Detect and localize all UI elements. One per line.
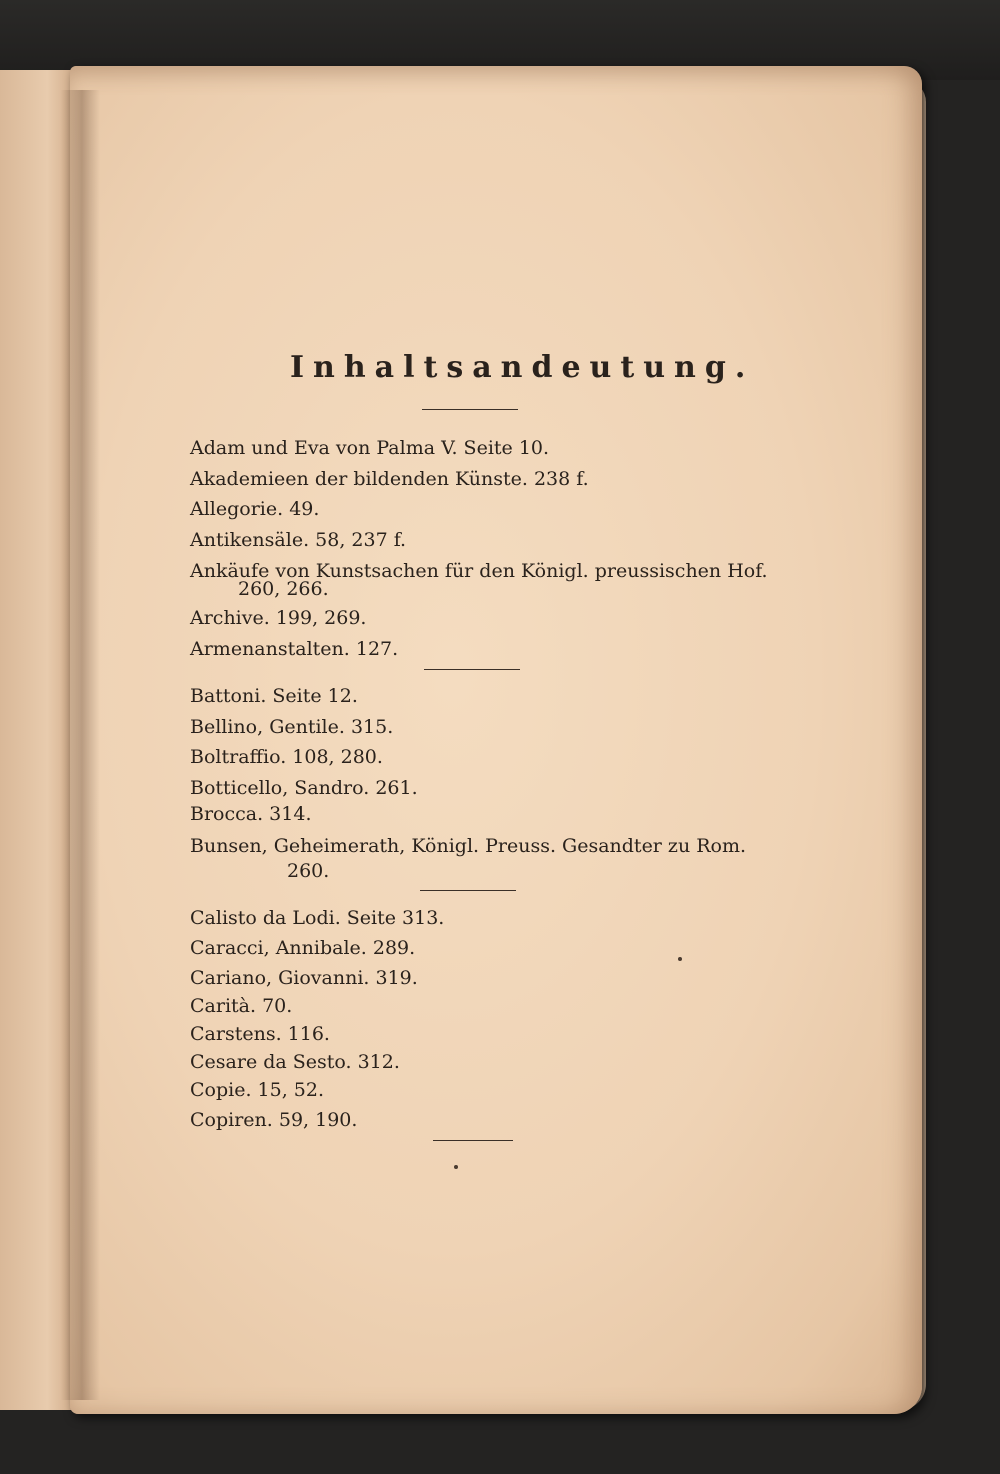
index-entry: Armenanstalten. 127. [190, 638, 399, 660]
index-entry: Boltraffio. 108, 280. [190, 746, 383, 768]
index-entry: Carità. 70. [190, 995, 293, 1017]
index-entry: Carstens. 116. [190, 1023, 330, 1045]
index-entry: Archive. 199, 269. [190, 607, 367, 629]
section-divider [424, 669, 520, 670]
title-divider [422, 409, 518, 410]
index-entry-continuation: 260. [287, 860, 330, 882]
index-entry: Ankäufe von Kunstsachen für den Königl. preussischen Hof. [190, 560, 768, 582]
closing-divider [433, 1140, 513, 1141]
paper-speck [678, 957, 682, 961]
index-entry: Copie. 15, 52. [190, 1079, 325, 1101]
section-divider [420, 890, 516, 891]
index-entry: Cariano, Giovanni. 319. [190, 967, 418, 989]
index-entry: Akademieen der bildenden Künste. 238 f. [190, 468, 589, 490]
index-entry-continuation: 260, 266. [238, 578, 329, 600]
index-entry: Adam und Eva von Palma V. Seite 10. [190, 437, 550, 459]
index-entry: Bellino, Gentile. 315. [190, 716, 394, 738]
index-entry: Calisto da Lodi. Seite 313. [190, 907, 445, 929]
page-title: Inhaltsandeutung. [290, 350, 755, 385]
paper-speck [454, 1165, 458, 1169]
index-entry: Caracci, Annibale. 289. [190, 937, 416, 959]
index-entry: Battoni. Seite 12. [190, 685, 358, 707]
index-entry: Copiren. 59, 190. [190, 1109, 358, 1131]
index-entry: Antikensäle. 58, 237 f. [190, 529, 407, 551]
index-entry: Cesare da Sesto. 312. [190, 1051, 400, 1073]
index-entry: Bunsen, Geheimerath, Königl. Preuss. Gesandter zu Rom. [190, 835, 747, 857]
index-entry: Botticello, Sandro. 261. [190, 777, 418, 799]
index-entry: Brocca. 314. [190, 803, 312, 825]
index-entry: Allegorie. 49. [190, 498, 320, 520]
